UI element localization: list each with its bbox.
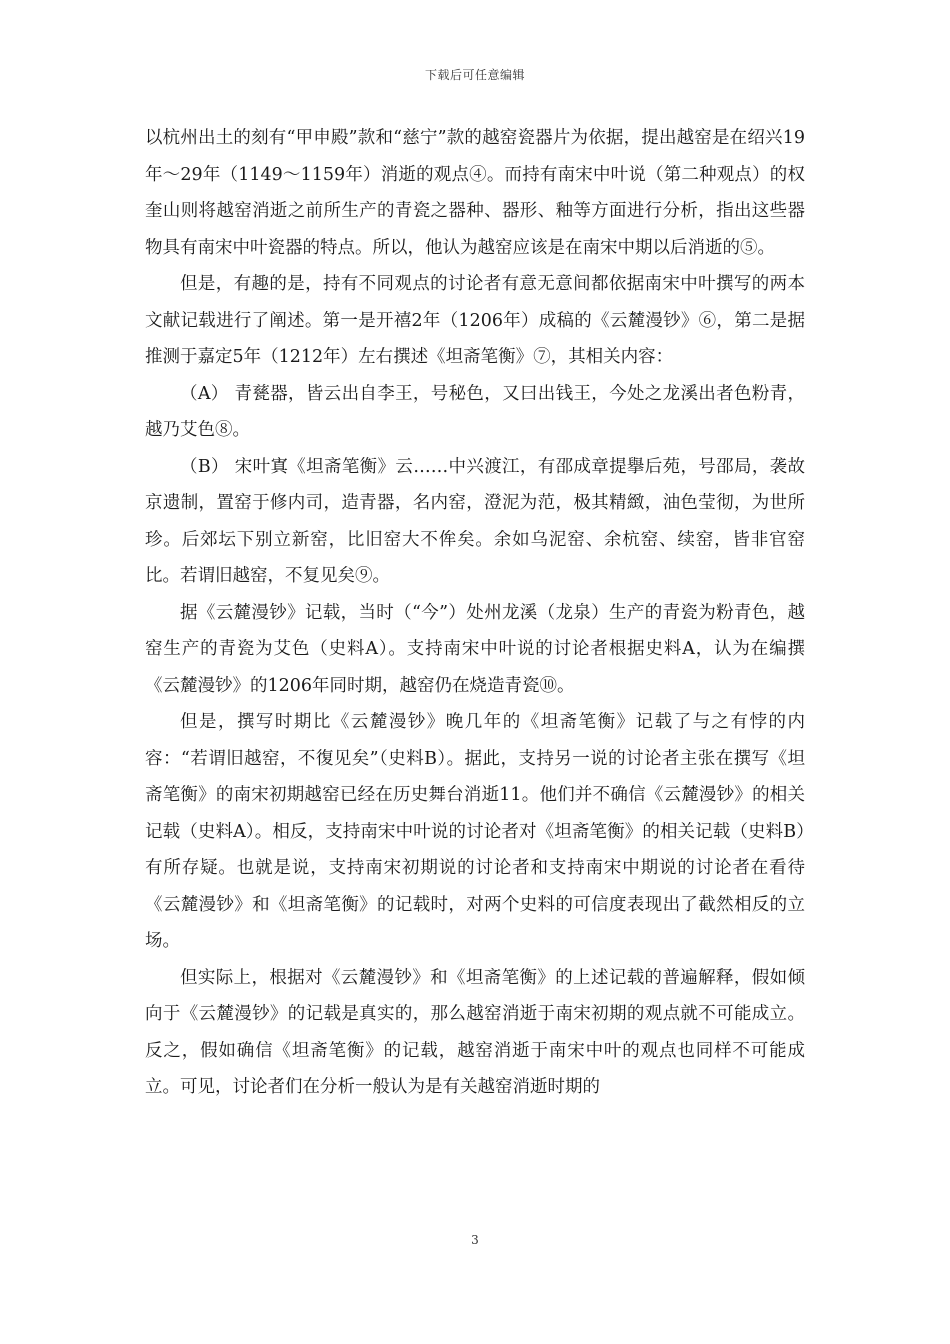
page-number: 3 (471, 1233, 479, 1247)
quote-a: （A） 青甆器，皆云出自李王，号秘色，又曰出钱王，今处之龙溪出者色粉青，越乃艾色⑧。 (145, 383, 805, 440)
paragraph-1: 以杭州出土的刻有“甲申殿”款和“慈宁”款的越窑瓷器片为依据，提出越窑是在绍兴19年～29年（1149～1159年）消逝的观点④。而持有南宋中叶说（第二种观点）的权奎山则将越窑消逝之前所生产的青瓷之器种、器形、釉等方面进行分析，指出这些器物具有南宋中叶瓷器的特点。所以，他认为越窑应该是在南宋中期以后消逝的⑤。 (145, 128, 805, 258)
paragraph-7: 但实际上，根据对《云麓漫钞》和《坦斋笔衡》的上述记载的普遍解释，假如倾向于《云麓漫钞》的记载是真实的，那么越窑消逝于南宋初期的观点就不可能成立。反之，假如确信《坦斋笔衡》的记载，越窑消逝于南宋中叶的观点也同样不可能成立。可见，讨论者们在分析一般认为是有关越窑消逝时期的 (145, 967, 805, 1097)
paragraph-2: 但是，有趣的是，持有不同观点的讨论者有意无意间都依据南宋中叶撰写的两本文献记载进行了阐述。第一是开禧2年（1206年）成稿的《云麓漫钞》⑥，第二是据推测于嘉定5年（1212年）左右撰述《坦斋笔衡》⑦，其相关内容： (145, 274, 805, 367)
quote-b: （B） 宋叶寘《坦斋笔衡》云……中兴渡江，有邵成章提擧后苑，号邵局，袭故京遗制，置窑于修内司，造青器，名内窑，澄泥为范，极其精緻，油色莹彻，为世所珍。后郊坛下别立新窑，比旧窑大不侔矣。余如乌泥窑、余杭窑、续窑，皆非官窑比。若谓旧越窑，不复见矣⑨。 (145, 456, 805, 586)
paragraph-5: 据《云麓漫钞》记载，当时（“今”）处州龙溪（龙泉）生产的青瓷为粉青色，越窑生产的青瓷为艾色（史料A）。支持南宋中叶说的讨论者根据史料A，认为在编撰《云麓漫钞》的1206年同时期，越窑仍在烧造青瓷⑩。 (145, 602, 805, 696)
page-header: 下载后可任意编辑 (424, 68, 525, 82)
document-body (145, 120, 805, 1106)
paragraph-6: 但是，撰写时期比《云麓漫钞》晚几年的《坦斋笔衡》记载了与之有悖的内容：“若谓旧越窑，不復见矣”（史料B）。据此，支持另一说的讨论者主张在撰写《坦斋笔衡》的南宋初期越窑已经在历史舞台消逝11。他们并不确信《云麓漫钞》的相关记载（史料A）。相反，支持南宋中叶说的讨论者对《坦斋笔衡》的相关记载（史料B）有所存疑。也就是说，支持南宋初期说的讨论者和支持南宋中期说的讨论者在看待《云麓漫钞》和《坦斋笔衡》的记载时，对两个史料的可信度表现出了截然相反的立场。 (145, 712, 805, 951)
